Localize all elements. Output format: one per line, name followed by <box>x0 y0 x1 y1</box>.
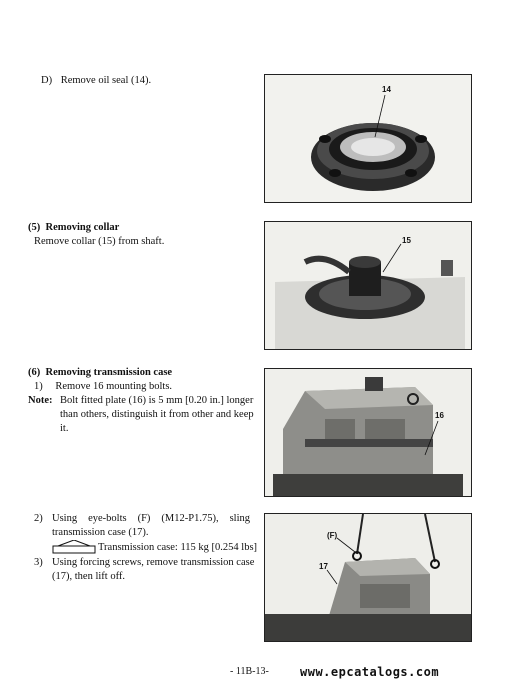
footer-url[interactable]: www.epcatalogs.com <box>300 665 440 679</box>
photo-transmission-lift <box>264 513 472 642</box>
photo-transmission-bolts <box>264 368 472 497</box>
step2-label: 2) <box>34 513 43 524</box>
step3-line-2: (17), then lift off. <box>52 571 125 582</box>
callout-16: 16 <box>435 411 444 420</box>
oil-seal-illustration <box>265 75 471 202</box>
note-label: Note: <box>28 395 53 406</box>
step3-line-1: Using forcing screws, remove transmission case <box>52 557 255 568</box>
transmission-case-weight: Transmission case: 115 kg [0.254 lbs] <box>98 542 258 553</box>
step-d-text: Remove oil seal (14). <box>60 75 152 86</box>
transmission-lift-illustration <box>265 514 471 641</box>
step-d <box>41 74 151 88</box>
page-number: - 11B-13- <box>230 666 269 677</box>
step2-line-2: transmission case (17). <box>52 527 149 538</box>
sling-weight-icon <box>52 540 96 554</box>
step-d-label: D) <box>41 75 53 86</box>
section5-text: Remove collar (15) from shaft. <box>34 236 165 247</box>
transmission-bolts-illustration <box>265 369 471 496</box>
callout-14: 14 <box>382 85 391 94</box>
step1-text: Remove 16 mounting bolts. <box>55 381 173 392</box>
callout-17: 17 <box>319 562 328 571</box>
callout-f: (F) <box>327 531 338 540</box>
step3-label: 3) <box>34 557 43 568</box>
photo-collar <box>264 221 472 350</box>
collar-illustration <box>265 222 471 349</box>
note-line-3: it. <box>60 423 69 434</box>
note-line-1: Bolt fitted plate (16) is 5 mm [0.20 in.] longer <box>60 395 254 406</box>
section5-heading: (5) Removing collar <box>28 222 120 233</box>
section6-step1 <box>34 380 172 394</box>
step2-line-1: Using eye-bolts (F) (M12-P1.75), sling <box>52 513 250 524</box>
step1-label: 1) <box>34 381 43 392</box>
note-line-2: than others, distinguish it from other and keep <box>60 409 254 420</box>
callout-15: 15 <box>402 236 411 245</box>
section6-heading: (6) Removing transmission case <box>28 367 173 378</box>
photo-oil-seal <box>264 74 472 203</box>
